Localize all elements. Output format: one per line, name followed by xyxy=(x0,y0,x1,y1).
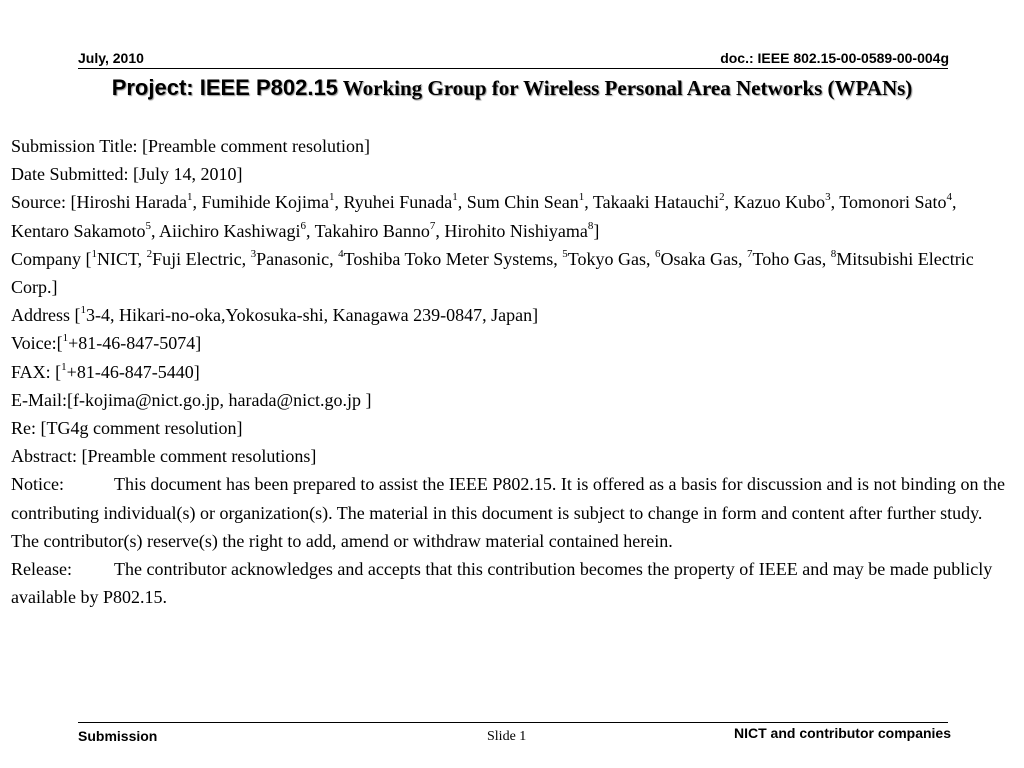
company-suffix: ] xyxy=(51,277,58,298)
company-name: Osaka Gas xyxy=(660,248,738,269)
author-affiliation: 7 xyxy=(429,219,436,232)
author-affiliation: 6 xyxy=(300,219,306,232)
author-name: Fumihide Kojima xyxy=(201,192,329,213)
author-affiliation: 8 xyxy=(587,219,594,232)
company-affiliation: 7 xyxy=(747,247,753,260)
author-affiliation: 3 xyxy=(825,191,831,204)
title-project: Project: IEEE P802.15 xyxy=(111,75,338,100)
footer-slide-number: Slide 1 xyxy=(487,729,527,744)
author-affiliation: 1 xyxy=(328,191,335,204)
header-doc-id: doc.: IEEE 802.15-00-0589-00-004g xyxy=(720,50,949,66)
release-text: The contributor acknowledges and accepts that this contribution becomes the property of IEEE and may be made publicly available by P802.15. xyxy=(11,559,993,608)
email-line: E-Mail:[f-kojima@nict.go.jp, harada@nict.go.jp ] xyxy=(11,389,372,410)
address-aff: 1 xyxy=(80,304,86,317)
company-name: Mitsubishi Electric Corp. xyxy=(11,248,974,298)
author-name: Hirohito Nishiyama xyxy=(444,220,588,241)
voice-line xyxy=(11,329,1011,357)
company-affiliation: 2 xyxy=(146,247,153,260)
title-group: Working Group for Wireless Personal Area Networks (WPANs) xyxy=(337,76,913,100)
author-name: Takaaki Hatauchi xyxy=(592,192,720,213)
submission-title: Submission Title: [Preamble comment resolution] xyxy=(11,136,370,156)
company-name: Panasonic xyxy=(256,248,330,269)
re-line: Re: [TG4g comment resolution] xyxy=(11,418,243,439)
company-name: NICT xyxy=(97,248,138,269)
voice-value: +81-46-847-5074] xyxy=(68,333,202,354)
header-divider xyxy=(78,68,948,69)
release-label: Release: xyxy=(11,559,72,580)
footer-companies: NICT and contributor companies xyxy=(733,725,951,741)
address-value: 3-4, Hikari-no-oka,Yokosuka-shi, Kanagawa 239-0847, Japan] xyxy=(86,305,539,326)
company-name: Tokyo Gas xyxy=(567,248,647,269)
author-name: Kentaro Sakamoto xyxy=(11,220,146,241)
date-submitted: Date Submitted: [July 14, 2010] xyxy=(11,164,243,185)
author-affiliation: 1 xyxy=(578,191,585,204)
company-affiliation: 8 xyxy=(830,247,837,260)
company-line: Company [$^1$NICT, $^2$Fuji Electric, $^3$Panasonic, $^4$Toshiba Toko Meter Systems, $^5$Tokyo Gas, $^6$Osaka Gas, $^7$Toho Gas, $^8$Mitsubishi Electric Corp.] xyxy=(11,247,974,298)
source-suffix: ] xyxy=(593,220,600,241)
address-prefix: Address [ xyxy=(11,305,81,326)
company-name: Toho Gas xyxy=(752,248,822,269)
author-affiliation: 1 xyxy=(186,191,193,204)
fax-prefix: FAX: [ xyxy=(11,361,62,382)
address-line xyxy=(11,301,1011,329)
author-name: Tomonori Sato xyxy=(839,192,947,213)
company-prefix: Company [ xyxy=(11,248,92,269)
company-affiliation: 4 xyxy=(338,247,344,260)
author-name: Kazuo Kubo xyxy=(733,192,826,213)
voice-aff: 1 xyxy=(62,332,69,345)
author-name: Aiichiro Kashiwagi xyxy=(158,220,301,241)
author-name: Hiroshi Harada xyxy=(76,192,187,213)
author-affiliation: 4 xyxy=(946,191,953,204)
company-affiliation: 3 xyxy=(250,247,257,260)
author-name: Ryuhei Funada xyxy=(343,192,453,213)
company-affiliation: 1 xyxy=(91,247,97,260)
notice-paragraph xyxy=(11,470,1011,555)
header-date: July, 2010 xyxy=(78,50,144,66)
footer-submission: Submission xyxy=(78,728,158,744)
notice-text: This document has been prepared to assist the IEEE P802.15. It is offered as a basis for discussion and is not binding on the contributing individual(s) or organization(s). The material in this document is subject to change in form and content after further study. The contributor(s) reserve(s) the right to add, amend or withdraw material contained herein. xyxy=(11,474,1005,551)
company-affiliation: 5 xyxy=(562,247,568,260)
notice-label: Notice: xyxy=(11,474,64,495)
company-affiliation: 6 xyxy=(655,247,661,260)
author-affiliation: 1 xyxy=(452,191,458,204)
author-name: Sum Chin Sean xyxy=(466,192,579,213)
source-line: Source: [Hiroshi Harada$^1$, Fumihide Kojima$^1$, Ryuhei Funada$^1$, Sum Chin Sean$^1$, Takaaki Hatauchi$^2$, Kazuo Kubo$^3$, Tomonori Sato$^4$, Kentaro Sakamoto$^5$, Aiichiro Kashiwagi$^6$, Takahiro Banno$^7$, Hirohito Nishiyama$^8$] xyxy=(11,191,957,241)
document-body xyxy=(11,132,1011,611)
fax-value: +81-46-847-5440] xyxy=(66,361,200,382)
voice-prefix: Voice:[ xyxy=(11,333,63,354)
fax-aff: 1 xyxy=(61,360,67,373)
release-paragraph xyxy=(11,555,1011,611)
author-affiliation: 2 xyxy=(719,191,725,204)
source-prefix: Source: [ xyxy=(11,192,77,213)
author-name: Takahiro Banno xyxy=(314,220,430,241)
page-title xyxy=(0,75,1024,101)
fax-line xyxy=(11,358,1011,386)
company-name: Fuji Electric xyxy=(152,248,242,269)
author-affiliation: 5 xyxy=(145,219,151,232)
abstract-line: Abstract: [Preamble comment resolutions] xyxy=(11,446,317,467)
footer-divider xyxy=(78,722,948,723)
company-name: Toshiba Toko Meter Systems xyxy=(343,248,554,269)
